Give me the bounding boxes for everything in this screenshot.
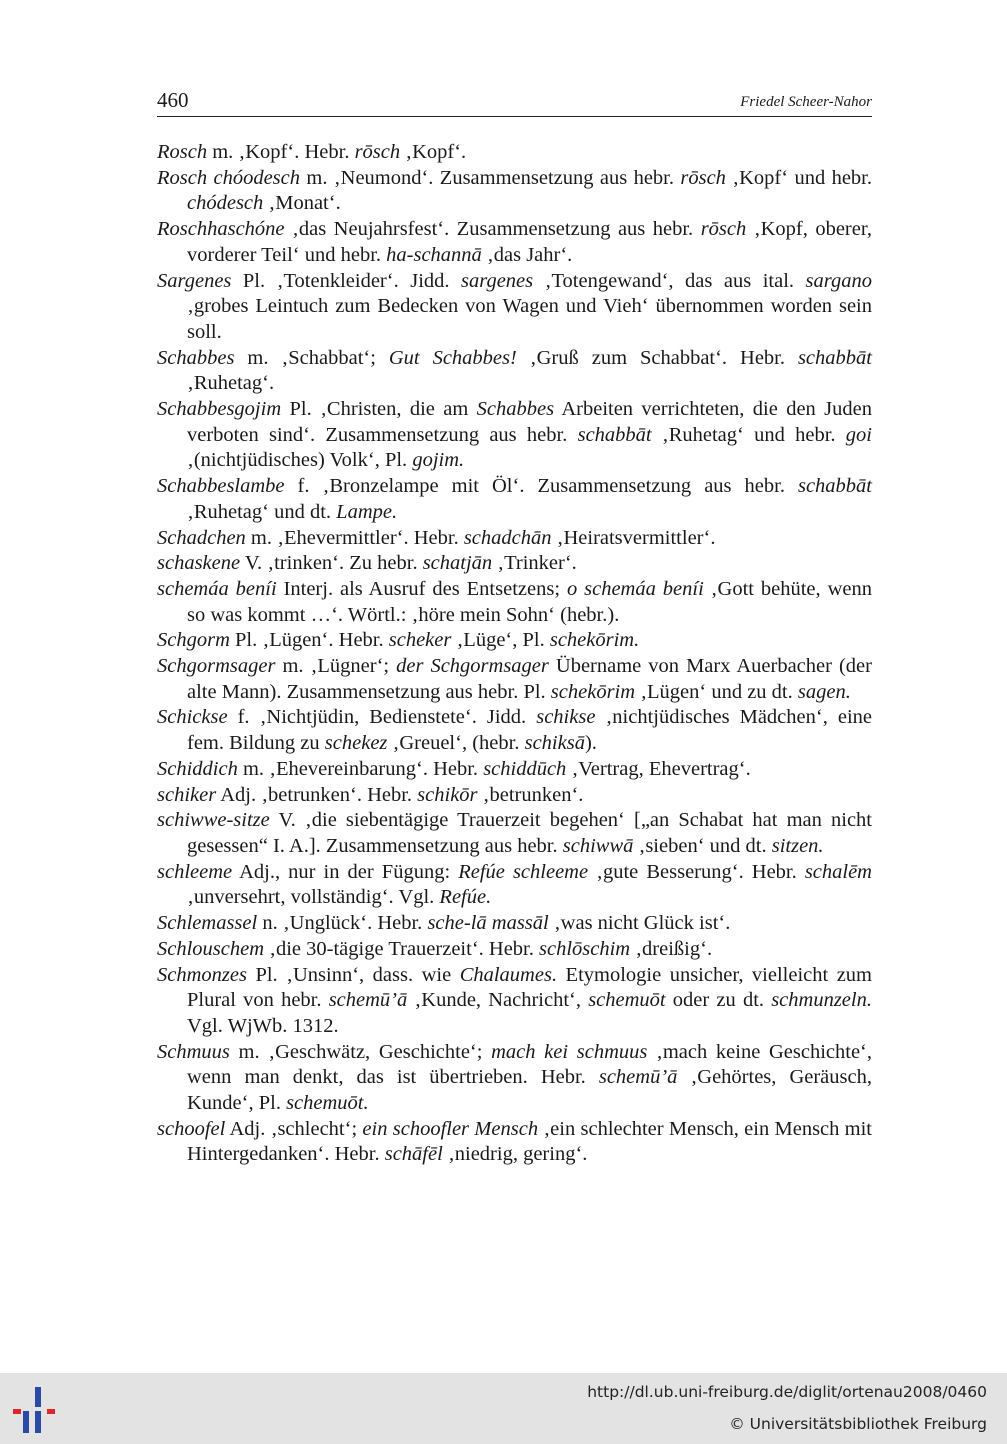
entry-text: m. ‚Schabbat‘; <box>234 346 389 369</box>
glossary-entry <box>157 140 872 166</box>
entry-text: ‚Kopf‘. <box>400 141 467 163</box>
entry-headword: Schabbes <box>157 346 235 369</box>
page-number: 460 <box>157 88 189 112</box>
glossary-entry <box>157 705 872 756</box>
glossary-entry <box>157 397 872 474</box>
ub-freiburg-logo-icon <box>13 1385 65 1435</box>
glossary-entry <box>157 346 872 397</box>
entry-headword: Schabbesgojim <box>157 398 282 421</box>
entry-headword: Schadchen <box>157 526 246 549</box>
entry-headword: Schmuus <box>157 1040 230 1063</box>
entry-text: Arbeiten verrichteten, die den Juden verboten sind‘. Zusammensetzung aus hebr. <box>187 398 872 446</box>
running-head: Friedel Scheer-Nahor <box>740 94 872 110</box>
entry-term: schikse <box>536 706 596 729</box>
entry-text: ‚Kopf, oberer, vorderer Teil‘ und hebr. <box>187 218 872 266</box>
entry-term: schekōrim. <box>549 629 640 652</box>
entry-term: sargano <box>805 269 872 292</box>
glossary-entry <box>157 551 872 577</box>
entry-text: ‚Vertrag, Ehevertrag‘. <box>566 757 751 780</box>
entry-term: ha-schannā <box>386 243 482 266</box>
entry-term: ein schoofler Mensch <box>362 1117 539 1140</box>
entry-text: ‚betrunken‘. <box>477 783 584 806</box>
entry-text: ‚Gehörtes, Geräusch, Kunde‘, Pl. <box>187 1066 872 1115</box>
entry-text: ‚das Neujahrsfest‘. Zusammensetzung aus hebr. <box>284 218 701 241</box>
entry-headword: Rosch <box>157 141 208 163</box>
glossary-entry <box>157 937 872 963</box>
document-url-link[interactable]: http://dl.ub.uni-freiburg.de/diglit/ortenau2008/0460 <box>587 1383 987 1401</box>
entry-text: ‚Monat‘. <box>263 192 341 215</box>
copyright-notice: © Universitätsbibliothek Freiburg <box>729 1415 987 1433</box>
entry-text: ‚Lügen‘ und zu dt. <box>635 680 798 703</box>
entry-term: der Schgormsager <box>396 655 549 678</box>
entry-term: schiwwā <box>562 834 634 857</box>
entry-term: sagen. <box>797 680 851 703</box>
entry-headword: schleeme <box>157 860 233 883</box>
entry-term: schatjān <box>422 552 493 575</box>
entry-term: sitzen. <box>771 834 824 857</box>
entry-term: rōsch <box>700 218 747 241</box>
entry-text: ‚Gruß zum Schabbat‘. Hebr. <box>516 346 798 369</box>
entry-text: m. ‚Lügner‘; <box>275 655 397 678</box>
glossary-entry <box>157 757 872 783</box>
entry-term: sargenes <box>461 269 534 292</box>
entry-text: Pl. ‚Christen, die am <box>281 398 477 421</box>
entry-text: ‚mach keine Geschichte‘, wenn man denkt, das ist übertrieben. Hebr. <box>187 1040 872 1089</box>
entry-text: ‚was nicht Glück ist‘. <box>548 912 731 935</box>
entry-text: ‚Trinker‘. <box>492 552 577 575</box>
entry-headword: Rosch chóodesch <box>157 166 300 189</box>
entry-headword: Schabbeslambe <box>157 475 285 498</box>
glossary-entry <box>157 654 872 705</box>
entry-text: Etymologie unsicher, vielleicht zum Plural von hebr. <box>187 963 872 1012</box>
entry-text: Vgl. WjWb. 1312. <box>187 1014 339 1037</box>
entry-headword: schiker <box>157 783 217 806</box>
entry-term: schlōschim <box>539 937 631 960</box>
entry-text: ‚Kopf‘ und hebr. <box>725 166 872 189</box>
entry-text: ‚die 30-tägige Trauerzeit‘. Hebr. <box>264 937 539 960</box>
entry-text: ‚Greuel‘, (hebr. <box>387 732 525 755</box>
entry-text: ‚grobes Leintuch zum Bedecken von Wagen und Vieh‘ übernommen worden sein soll. <box>187 295 872 343</box>
entry-text: Adj., nur in der Fügung: <box>232 860 459 883</box>
entry-term: schiddūch <box>483 757 567 780</box>
entry-text: Interj. als Ausruf des Entsetzens; <box>276 577 567 600</box>
glossary-entry <box>157 963 872 1040</box>
entry-text: m. ‚Kopf‘. Hebr. <box>207 141 355 163</box>
entry-text: ‚(nichtjüdisches) Volk‘, Pl. <box>187 449 413 472</box>
entry-text: ‚nichtjüdisches Mädchen‘, eine fem. Bildung zu <box>187 706 872 755</box>
glossary-entry <box>157 860 872 911</box>
entry-text: n. ‚Unglück‘. Hebr. <box>257 912 428 935</box>
entry-term: schemū’ā <box>328 989 408 1012</box>
entry-text: V. ‚die siebentägige Trauerzeit begehen‘ [„an Schabat hat man nicht gesessen“ I. A.]. Zusammensetzung aus hebr. <box>187 809 872 857</box>
entry-text: m. ‚Ehevermittler‘. Hebr. <box>245 526 464 549</box>
glossary-entry <box>157 1040 872 1117</box>
entry-term: rōsch <box>354 141 401 163</box>
entry-term: schadchān <box>463 526 552 549</box>
entry-text: ). <box>584 732 597 755</box>
glossary-entry <box>157 808 872 859</box>
entry-term: schabbāt <box>797 346 872 369</box>
entry-term: schabbāt <box>577 423 652 446</box>
entry-headword: Schgorm <box>157 629 230 652</box>
entry-headword: schiwwe-sitze <box>157 809 270 832</box>
entry-term: Schabbes <box>476 398 555 421</box>
entry-headword: Schmonzes <box>157 963 247 986</box>
entry-text: ‚Ruhetag‘ und dt. <box>187 500 337 523</box>
entry-term: Lampe. <box>336 500 398 523</box>
entry-text: ‚sieben‘ und dt. <box>633 834 772 857</box>
entry-text: m. ‚Ehevereinbarung‘. Hebr. <box>237 757 484 780</box>
entry-term: schekez <box>324 732 388 755</box>
entry-text: Pl. ‚Totenkleider‘. Jidd. <box>231 269 462 292</box>
entry-term: schikōr <box>417 783 478 806</box>
entry-text: ‚das Jahr‘. <box>481 243 573 266</box>
entry-text: ‚niedrig, gering‘. <box>442 1143 588 1166</box>
entry-term: scheker <box>388 629 452 652</box>
entry-term: Gut Schabbes! <box>388 346 517 369</box>
entry-text: f. ‚Nichtjüdin, Bedienstete‘. Jidd. <box>227 706 537 729</box>
entry-term: schiksā <box>524 732 585 755</box>
glossary-entry <box>157 1117 872 1168</box>
glossary-entry <box>157 577 872 628</box>
entry-text: ‚unversehrt, vollständig‘. Vgl. <box>187 886 440 909</box>
entry-headword: Schiddich <box>157 757 238 780</box>
entry-text: ‚ein schlechter Mensch, ein Mensch mit Hintergedanken‘. Hebr. <box>187 1117 873 1166</box>
page-header <box>157 86 872 117</box>
entry-term: Refúe. <box>439 886 492 909</box>
entry-text: Pl. ‚Unsinn‘, dass. wie <box>246 963 460 986</box>
entry-text: Übername von Marx Auerbacher (der alte Mann). Zusammensetzung aus hebr. Pl. <box>187 655 872 703</box>
entry-term: sche-lā massāl <box>427 912 549 935</box>
entry-text: ‚Totengewand‘, das aus ital. <box>533 269 806 292</box>
entry-headword: Schlemassel <box>157 912 258 935</box>
entry-text: oder zu dt. <box>665 989 772 1012</box>
entry-term: schekōrim <box>550 680 636 703</box>
entry-term: schemū’ā <box>598 1066 678 1089</box>
entry-term: goi <box>845 423 872 446</box>
entry-term: rōsch <box>680 166 726 189</box>
entry-text: f. ‚Bronzelampe mit Öl‘. Zusammensetzung aus hebr. <box>284 475 798 498</box>
entry-text: ‚Lüge‘, Pl. <box>451 629 550 652</box>
entry-headword: Sargenes <box>157 269 232 292</box>
entry-term: Chalaumes. <box>459 963 558 986</box>
entry-text: ‚Ruhetag‘. <box>187 372 275 395</box>
entry-term: schmunzeln. <box>771 989 872 1012</box>
glossary-entry <box>157 217 872 268</box>
entry-text: Adj. ‚betrunken‘. Hebr. <box>216 783 418 806</box>
glossary-entry <box>157 526 872 552</box>
entry-text: m. ‚Neumond‘. Zusammensetzung aus hebr. <box>300 166 681 189</box>
entry-text: ‚dreißig‘. <box>630 937 713 960</box>
glossary-entry <box>157 783 872 809</box>
entry-text: ‚Kunde, Nachricht‘, <box>407 989 589 1012</box>
entry-term: o schemáa beníi <box>566 577 704 600</box>
entry-term: chódesch <box>187 192 264 215</box>
glossary-entry <box>157 911 872 937</box>
glossary-entry <box>157 628 872 654</box>
entry-headword: schoofel <box>157 1117 226 1140</box>
glossary-entry <box>157 269 872 346</box>
entry-headword: Schickse <box>157 706 228 729</box>
glossary-entry <box>157 166 872 217</box>
entry-term: gojim. <box>412 449 465 472</box>
entry-headword: Roschhaschóne <box>157 218 285 241</box>
entry-headword: Schgormsager <box>157 655 276 678</box>
entry-term: schemuōt. <box>286 1092 369 1115</box>
glossary-entries <box>157 140 872 1168</box>
entry-text: ‚Heiratsvermittler‘. <box>551 526 716 549</box>
entry-term: schāfēl <box>384 1143 443 1166</box>
entry-text: Pl. ‚Lügen‘. Hebr. <box>229 629 389 652</box>
entry-term: schabbāt <box>797 475 872 498</box>
footer-bar <box>0 1373 1007 1444</box>
entry-term: mach kei schmuus <box>491 1040 648 1063</box>
entry-text: ‚gute Besserung‘. Hebr. <box>588 860 805 883</box>
entry-text: V. ‚trinken‘. Zu hebr. <box>240 552 423 575</box>
entry-headword: Schlouschem <box>157 937 265 960</box>
entry-term: Refúe schleeme <box>458 860 589 883</box>
entry-text: m. ‚Geschwätz, Geschichte‘; <box>229 1040 492 1063</box>
entry-text: Adj. ‚schlecht‘; <box>225 1117 363 1140</box>
entry-term: schemuōt <box>588 989 666 1012</box>
entry-headword: schaskene <box>157 552 241 575</box>
glossary-entry <box>157 474 872 525</box>
entry-text: ‚Ruhetag‘ und hebr. <box>651 423 846 446</box>
entry-term: schalēm <box>804 860 872 883</box>
entry-headword: schemáa beníi <box>157 577 277 600</box>
entry-text: ‚Gott behüte, wenn so was kommt …‘. Wörtl.: ‚höre mein Sohn‘ (hebr.). <box>187 577 872 626</box>
